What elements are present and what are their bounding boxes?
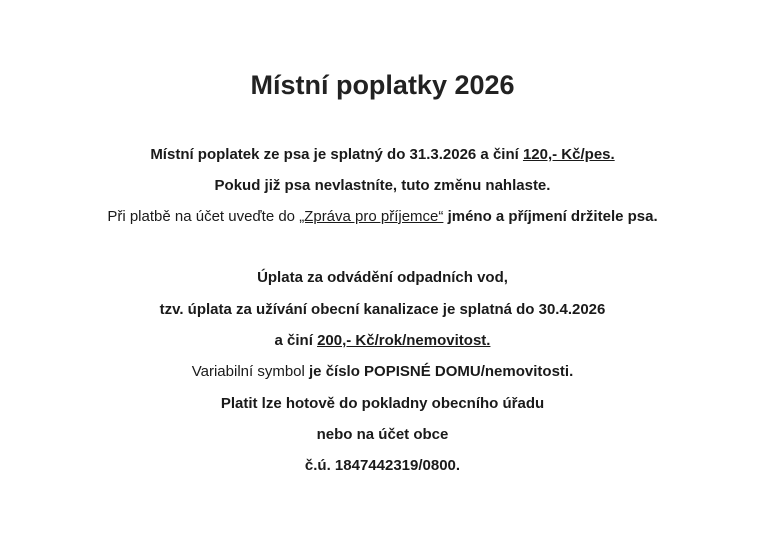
dog-payment-note-line	[0, 207, 765, 227]
bank-payment-line: nebo na účet obce	[316, 426, 449, 443]
sewage-fee-amount: 200,- Kč/rok/nemovitost.	[317, 332, 491, 349]
payment-note-prefix: Při platbě na účet uveďte do	[107, 208, 300, 225]
bank-account-number: č.ú. 1847442319/0800.	[304, 457, 461, 474]
sewage-fee-amount-prefix: a činí	[274, 332, 318, 349]
variable-symbol-value: je číslo POPISNÉ DOMU/nemovitosti.	[309, 363, 574, 380]
cash-payment-line: Platit lze hotově do pokladny obecního úřadu	[220, 395, 545, 412]
sewage-fee-heading-line: Úplata za odvádění odpadních vod,	[257, 269, 508, 286]
variable-symbol-line	[0, 362, 765, 382]
payment-note-suffix: jméno a příjmení držitele psa.	[443, 208, 658, 225]
payment-message-field-name: „Zpráva pro příjemce“	[299, 208, 444, 225]
dog-fee-amount: 120,- Kč/pes.	[522, 146, 615, 163]
page-title: Místní poplatky 2026	[250, 70, 515, 100]
dog-fee-due-text: Místní poplatek ze psa je splatný do 31.3.2026 a činí	[150, 146, 523, 163]
sewage-fee-due-line: tzv. úplata za užívání obecní kanalizace je splatná do 30.4.2026	[159, 301, 606, 318]
sewage-fee-amount-line	[0, 331, 765, 351]
dog-fee-due-line	[0, 145, 765, 165]
variable-symbol-label: Variabilní symbol	[191, 363, 310, 380]
dog-ownership-change-line: Pokud již psa nevlastníte, tuto změnu nahlaste.	[214, 177, 551, 194]
